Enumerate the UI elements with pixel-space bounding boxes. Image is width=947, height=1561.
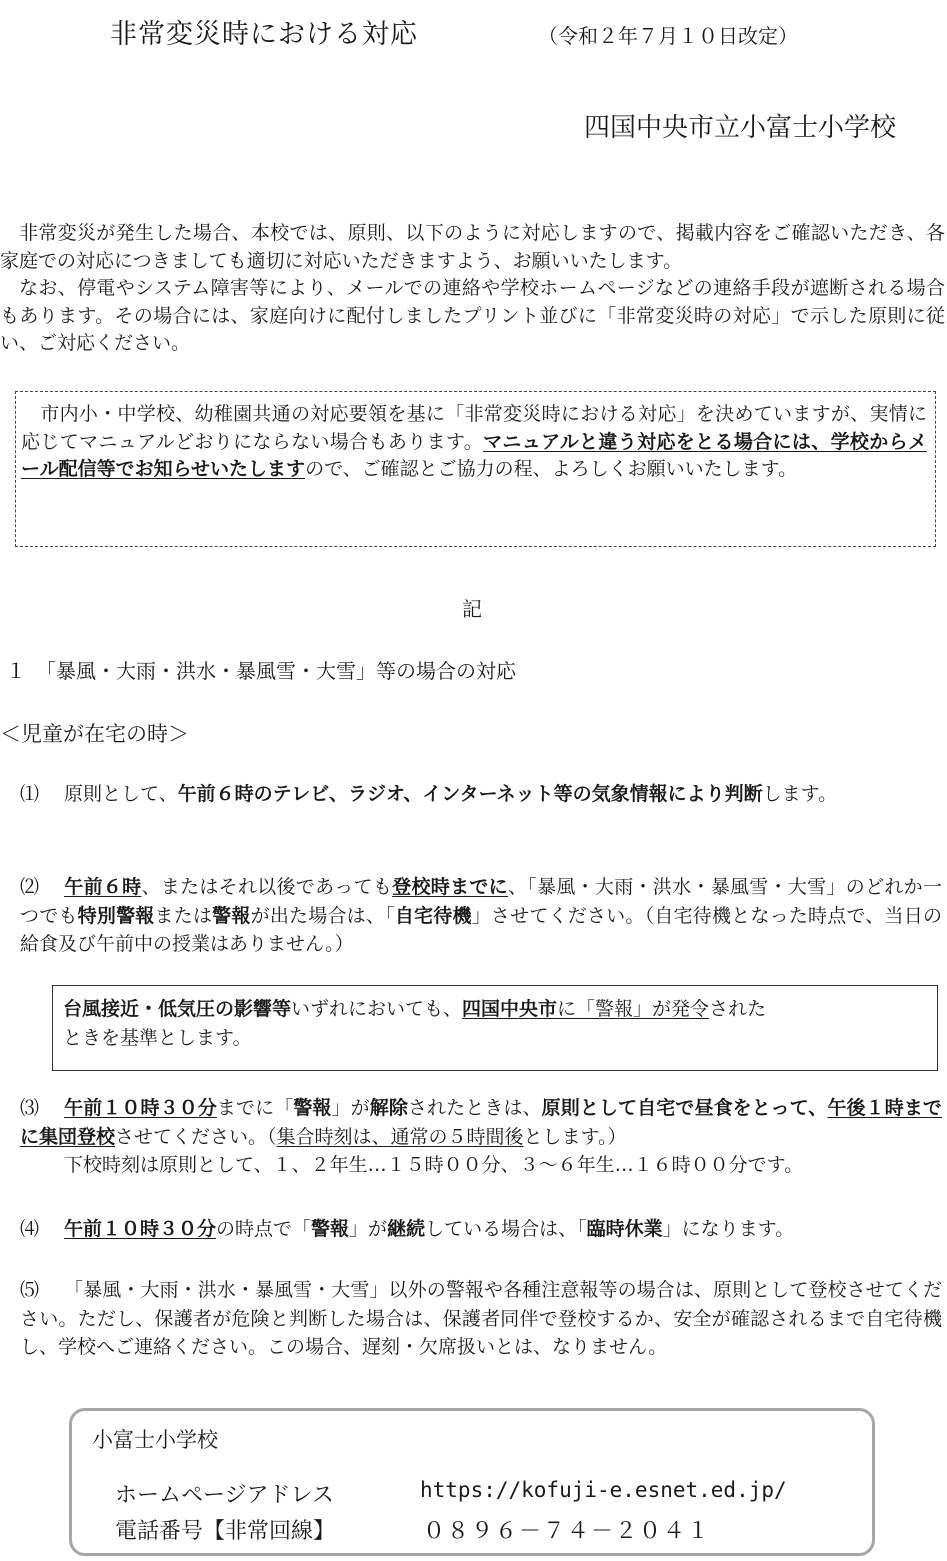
list-item-4 bbox=[20, 1215, 942, 1244]
typhoon-text-b: いずれにおいても、 bbox=[291, 998, 463, 1020]
item-1-text-c: します。 bbox=[762, 783, 838, 805]
revision-date: （令和２年７月１０日改定） bbox=[538, 24, 798, 48]
item-3-lunch: 原則として自宅で昼食をとって、 bbox=[541, 1097, 828, 1119]
item-3-text-k: とします。） bbox=[523, 1125, 627, 1148]
homepage-label: ホームページアドレス bbox=[115, 1483, 334, 1508]
list-item-2 bbox=[20, 873, 942, 959]
list-item-1 bbox=[20, 780, 942, 809]
item-4-text-d: 」が bbox=[349, 1218, 388, 1240]
item-1-text-a: 原則として、 bbox=[64, 783, 178, 805]
notice-text-2: ので、ご確認とご協力の程、よろしくお願いいたします。 bbox=[305, 458, 798, 480]
item-4-number: ⑷ bbox=[20, 1218, 40, 1240]
typhoon-text-e: された bbox=[709, 998, 767, 1020]
list-item-3 bbox=[20, 1094, 942, 1180]
typhoon-text-d: に「警報」が発令 bbox=[557, 998, 710, 1020]
item-1-number: ⑴ bbox=[20, 783, 40, 805]
item-4-closure: 臨時休業 bbox=[586, 1218, 663, 1240]
section-1-heading: １ 「暴風・大雨・洪水・暴風雪・大雪」等の場合の対応 bbox=[6, 659, 516, 683]
item-4-text-b: の時点で「 bbox=[216, 1218, 312, 1240]
item-5-number: ⑸ bbox=[20, 1279, 40, 1301]
typhoon-text-f: ときを基準とします。 bbox=[63, 1027, 252, 1049]
phone-label: 電話番号【非常回線】 bbox=[115, 1519, 336, 1544]
item-3-group-attendance: 午後１時までに集団登校 bbox=[20, 1097, 942, 1148]
item-3-text-i: させてください。（ bbox=[115, 1125, 277, 1148]
item-2-warning: 警報 bbox=[212, 904, 251, 927]
item-2-text-d: 、「暴風・大雨・洪水・暴風雪・大雪」のどれか一つでも bbox=[20, 876, 942, 927]
item-2-number: ⑵ bbox=[20, 876, 40, 898]
notice-text-1: 市内小・中学校、幼稚園共通の対応要領を基に「非常変災時における対応」を決めていますが、実情に応じてマニュアルどおりにならない場合もあります。 bbox=[21, 403, 927, 453]
item-2-special-warning: 特別警報 bbox=[77, 904, 155, 927]
typhoon-city: 四国中央市 bbox=[462, 998, 558, 1020]
item-2-home-standby: 自宅待機 bbox=[394, 904, 472, 927]
ki-marker: 記 bbox=[462, 597, 482, 621]
item-4-continuing: 継続 bbox=[387, 1218, 426, 1240]
school-name: 四国中央市立小富士小学校 bbox=[584, 113, 897, 143]
section-1-subheading: ＜児童が在宅の時＞ bbox=[0, 722, 189, 746]
page-title: 非常変災時における対応 bbox=[110, 19, 418, 50]
item-3-warning: 警報 bbox=[293, 1097, 332, 1119]
item-3-text-d: 」が bbox=[331, 1097, 370, 1119]
item-4-time: 午前１０時３０分 bbox=[64, 1218, 217, 1240]
item-4-text-f: している場合は、「 bbox=[425, 1218, 587, 1240]
item-2-text-h: が出た場合は、「 bbox=[250, 904, 395, 927]
item-3-number: ⑶ bbox=[20, 1097, 40, 1119]
item-1-emphasis: 午前６時のテレビ、ラジオ、インターネット等の気象情報により判断 bbox=[177, 783, 763, 805]
intro-text bbox=[0, 220, 945, 358]
typhoon-text-a: 台風接近・低気圧の影響等 bbox=[63, 998, 292, 1020]
item-3-dismissal: 下校時刻は原則として、１、２年生…１５時００分、３～６年生…１６時００分です。 bbox=[64, 1154, 804, 1176]
notice-emphasis: マニュアルと違う対応をとる場合には、学校からメール配信等でお知らせいたします bbox=[21, 430, 927, 480]
contact-title: 小富士小学校 bbox=[92, 1428, 218, 1452]
item-4-text-h: 」になります。 bbox=[662, 1218, 795, 1240]
typhoon-text bbox=[63, 995, 903, 1053]
list-item-5 bbox=[20, 1276, 942, 1362]
item-3-time: 午前１０時３０分 bbox=[64, 1097, 217, 1119]
notice-text bbox=[21, 401, 927, 484]
item-4-warning: 警報 bbox=[311, 1218, 350, 1240]
item-5-text: 「暴風・大雨・洪水・暴風雪・大雪」以外の警報や各種注意報等の場合は、原則として登校させてください。ただし、保護者が危険と判断した場合は、保護者同伴で登校するか、安全が確認されるまで自宅待機し、学校へご連絡ください。この場合、遅刻・欠席扱いとは、なりません。 bbox=[20, 1279, 942, 1358]
item-3-text-b: までに「 bbox=[216, 1097, 294, 1119]
phone-number: ０８９６－７４－２０４１ bbox=[423, 1519, 712, 1544]
item-2-time: 午前６時 bbox=[64, 876, 142, 898]
item-2-deadline: 登校時までに bbox=[392, 876, 508, 898]
item-3-text-f: されたときは、 bbox=[407, 1097, 542, 1119]
item-2-text-f: または bbox=[154, 904, 213, 927]
item-2-text-j: 」させてください。（自宅待機となった時点で、当日の給食及び午前中の授業はありません。） bbox=[20, 904, 942, 955]
homepage-url[interactable]: https://kofuji-e.esnet.ed.jp/ bbox=[420, 1478, 787, 1502]
item-3-gathering-time: 集合時刻は、通常の５時間後 bbox=[276, 1125, 524, 1148]
item-3-lifted: 解除 bbox=[369, 1097, 408, 1119]
item-2-text-b: 、またはそれ以後であっても bbox=[141, 876, 393, 898]
intro-paragraph-2: なお、停電やシステム障害等により、メールでの連絡や学校ホームページなどの連絡手段が遮断される場合もあります。その場合には、家庭向けに配付しましたプリント並びに「非常変災時の対応」で示した原則に従い、ご対応ください。 bbox=[0, 277, 945, 354]
intro-paragraph-1: 非常変災が発生した場合、本校では、原則、以下のように対応しますので、掲載内容をご確認いただき、各家庭での対応につきましても適切に対応いただきますよう、お願いいたします。 bbox=[0, 222, 945, 272]
